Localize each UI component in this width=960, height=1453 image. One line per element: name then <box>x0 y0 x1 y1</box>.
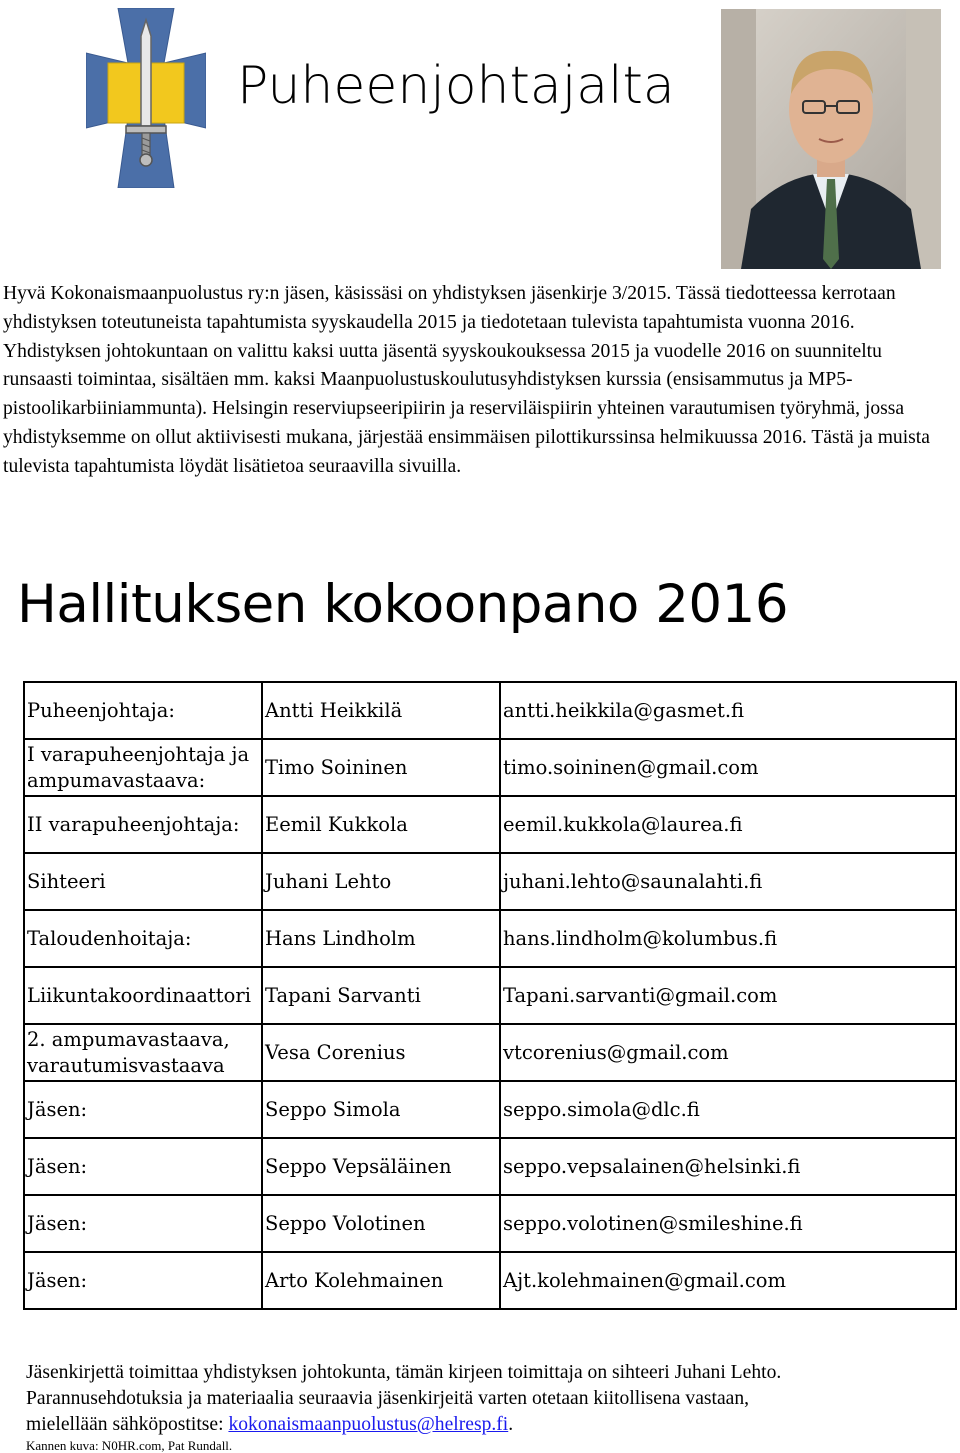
board-email-cell[interactable]: juhani.lehto@saunalahti.fi <box>500 853 956 910</box>
board-name-cell: Eemil Kukkola <box>262 796 500 853</box>
footer-contact-prefix: mielellään sähköpostitse: <box>26 1414 229 1435</box>
table-row <box>24 796 956 853</box>
intro-paragraph: Hyvä Kokonaismaanpuolustus ry:n jäsen, käsissäsi on yhdistyksen jäsenkirje 3/2015. Tässä tiedotteessa kerrotaan yhdistyksen toteutuneista tapahtumista syyskaudella 2015 ja tiedotetaan tulevista tapahtumista vuonna 2016. Yhdistyksen johtokuntaan on valittu kaksi uutta jäsentä syyskoukouksessa 2015 ja vuodelle 2016 on suunniteltu runsaasti toimintaa, sisältäen mm. kaksi Maanpuolustuskoulutusyhdistyksen kurssia (ensisammutus ja MP5-pistoolikarbiiniammunta). Helsingin reserviupseeripiirin ja reserviläispiirin yhteinen varautumisen työryhmä, jossa yhdistyksemme on ollut aktiivisesti mukana, järjestää ensimmäisen pilottikurssinsa helmikuussa 2016. Tästä ja muista tulevista tapahtumista löydät lisätietoa seuraavilla sivuilla. <box>3 283 930 477</box>
board-name-cell: Seppo Volotinen <box>262 1195 500 1252</box>
table-row <box>24 967 956 1024</box>
board-email-cell[interactable]: vtcorenius@gmail.com <box>500 1024 956 1081</box>
table-row <box>24 1024 956 1081</box>
board-email-cell[interactable]: seppo.simola@dlc.fi <box>500 1081 956 1138</box>
board-role-cell: Puheenjohtaja: <box>24 682 262 739</box>
footer-request-line: Parannusehdotuksia ja materiaalia seuraavia jäsenkirjeitä varten otetaan kiitollisena vastaan, <box>26 1388 750 1409</box>
board-email-cell[interactable]: seppo.vepsalainen@helsinki.fi <box>500 1138 956 1195</box>
board-name-cell: Timo Soininen <box>262 739 500 796</box>
table-row <box>24 1252 956 1309</box>
board-role-cell: 2. ampumavastaava, varautumisvastaava <box>24 1024 262 1081</box>
board-email-cell[interactable]: antti.heikkila@gasmet.fi <box>500 682 956 739</box>
board-role-cell: Liikuntakoordinaattori <box>24 967 262 1024</box>
table-row <box>24 1081 956 1138</box>
chairman-portrait <box>721 9 941 269</box>
board-role-cell: Jäsen: <box>24 1081 262 1138</box>
board-name-cell: Hans Lindholm <box>262 910 500 967</box>
table-row <box>24 1138 956 1195</box>
footer-contact-suffix: . <box>508 1414 514 1435</box>
contact-email-link[interactable]: kokonaismaanpuolustus@helresp.fi <box>228 1414 509 1435</box>
board-name-cell: Arto Kolehmainen <box>262 1252 500 1309</box>
board-email-cell[interactable]: hans.lindholm@kolumbus.fi <box>500 910 956 967</box>
footer-editor-line: Jäsenkirjettä toimittaa yhdistyksen johtokunta, tämän kirjeen toimittaja on sihteeri Juhani Lehto. <box>26 1362 782 1383</box>
board-email-cell[interactable]: Ajt.kolehmainen@gmail.com <box>500 1252 956 1309</box>
board-email-cell[interactable]: seppo.volotinen@smileshine.fi <box>500 1195 956 1252</box>
board-role-cell: Jäsen: <box>24 1195 262 1252</box>
board-name-cell: Seppo Simola <box>262 1081 500 1138</box>
intro-letter <box>3 280 953 482</box>
page-title: Puheenjohtajalta <box>237 56 675 116</box>
table-row <box>24 739 956 796</box>
board-email-cell[interactable]: Tapani.sarvanti@gmail.com <box>500 967 956 1024</box>
board-name-cell: Juhani Lehto <box>262 853 500 910</box>
board-name-cell: Vesa Corenius <box>262 1024 500 1081</box>
organization-logo-icon <box>86 8 206 188</box>
board-role-cell: I varapuheenjohtaja ja ampumavastaava: <box>24 739 262 796</box>
board-email-cell[interactable]: eemil.kukkola@laurea.fi <box>500 796 956 853</box>
table-row <box>24 1195 956 1252</box>
board-heading: Hallituksen kokoonpano 2016 <box>17 574 789 635</box>
board-role-cell: Jäsen: <box>24 1138 262 1195</box>
board-table <box>23 681 957 1310</box>
board-name-cell: Seppo Vepsäläinen <box>262 1138 500 1195</box>
table-row <box>24 853 956 910</box>
board-email-cell[interactable]: timo.soininen@gmail.com <box>500 739 956 796</box>
table-row <box>24 682 956 739</box>
board-role-cell: II varapuheenjohtaja: <box>24 796 262 853</box>
board-name-cell: Antti Heikkilä <box>262 682 500 739</box>
board-name-cell: Tapani Sarvanti <box>262 967 500 1024</box>
cover-photo-credit: Kannen kuva: N0HR.com, Pat Rundall. <box>26 1438 233 1453</box>
board-role-cell: Sihteeri <box>24 853 262 910</box>
table-row <box>24 910 956 967</box>
board-role-cell: Taloudenhoitaja: <box>24 910 262 967</box>
footer-contact-line <box>26 1412 958 1438</box>
board-role-cell: Jäsen: <box>24 1252 262 1309</box>
footer <box>26 1360 958 1453</box>
